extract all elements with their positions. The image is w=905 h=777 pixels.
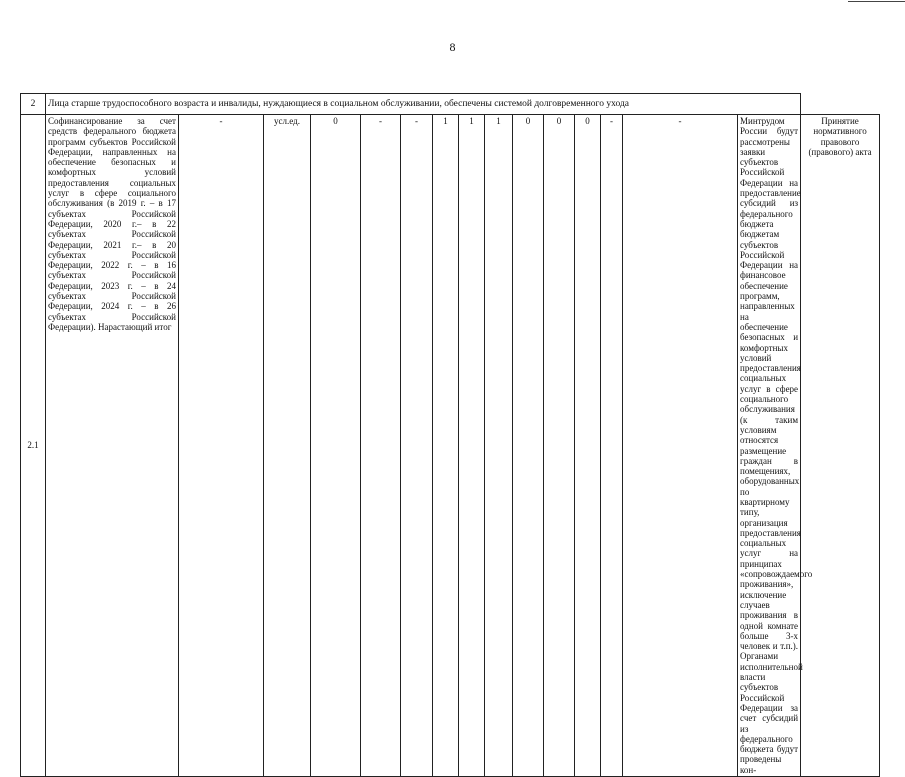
cell-base-value: 0	[311, 115, 361, 777]
cell-year1: 1	[433, 115, 459, 777]
row-number: 2.1	[21, 115, 46, 777]
section-title: Лица старше трудоспособного возраста и инвалиды, нуждающиеся в социальном обслуживании, обеспечены системой долговременного ухода	[46, 94, 801, 115]
top-rule	[848, 1, 905, 2]
cell-year3: 1	[485, 115, 513, 777]
cell-col6: -	[401, 115, 433, 777]
row-result: Принятие нормативного правового (правового) акта	[801, 115, 880, 777]
program-table	[20, 93, 880, 777]
row-description: Софинансирование за счет средств федерального бюджета программ субъектов Российской Федерации, направленных на обеспечение безопасных и комфортных условий предоставления социальных услуг в сфере социального обслуживания (в 2019 г. – в 17 субъектах Российской Федерации, 2020 г.– в 22 субъектах Российской Федерации, 2021 г.– в 20 субъектах Российской Федерации, 2022 г. – в 16 субъектах Российской Федерации, 2023 г. – в 24 субъектах Российской Федерации, 2024 г. – в 26 субъектах Российской Федерации). Нарастающий итог	[46, 115, 179, 777]
cell-unit: усл.ед.	[264, 115, 311, 777]
cell-col13: -	[601, 115, 623, 777]
page-number: 8	[449, 40, 456, 54]
cell-year6: 0	[575, 115, 601, 777]
cell-col5: -	[361, 115, 401, 777]
row-mechanism: Минтрудом России будут рассмотрены заявки субъектов Российской Федерации на предоставление субсидий из федерального бюджета бюджетам субъектов Российской Федерации на финансовое обеспечение программ, направленных на обеспечение безопасных и комфортных условий предоставления социальных услуг в сфере социального обслуживания (к таким условиям относятся размещение граждан в помещениях, оборудованных по квартирному типу, организация предоставления социальных услуг на принципах «сопровождаемого проживания», исключение случаев проживания в одной комнате больше 3-х человек и т.п.). Органами исполнительной власти субъектов Российской Федерации за счет субсидий из федерального бюджета будут проведены кон-	[738, 115, 801, 777]
cell-col14: -	[623, 115, 738, 777]
cell-year4: 0	[513, 115, 544, 777]
cell-year5: 0	[544, 115, 575, 777]
section-header-row	[21, 94, 880, 115]
cell-col2: -	[179, 115, 264, 777]
cell-year2: 1	[459, 115, 485, 777]
section-number: 2	[21, 94, 46, 115]
table-row	[21, 115, 880, 777]
